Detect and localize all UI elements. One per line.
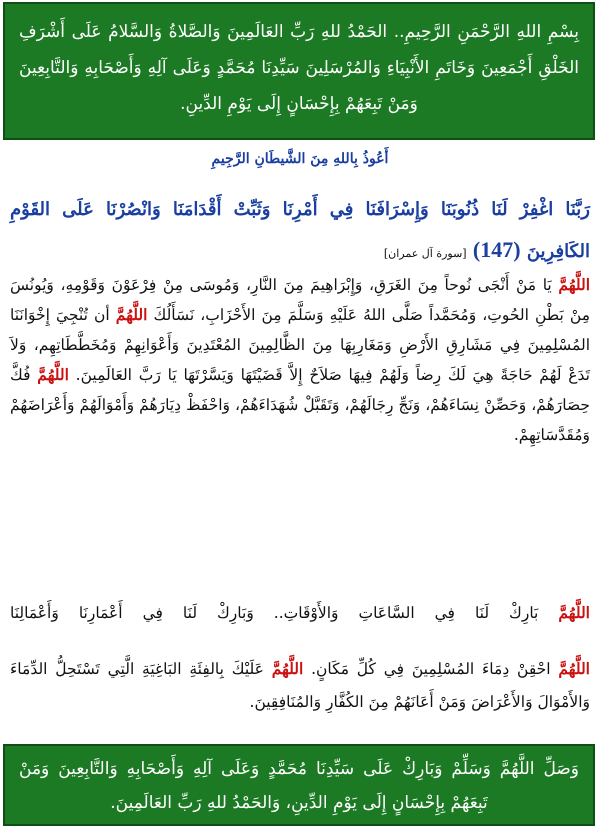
allahumma-2: اللَّهُمَّ (115, 305, 148, 324)
dua-paragraph-main (10, 270, 590, 450)
quran-verse (10, 190, 590, 274)
dua-bless-text: بَارِكْ لَنَا فِي السَّاعَاتِ وَالأَوْقَاتِ.. وَبَارِكْ لَنَا فِي أَعْمَارِنَا وَأَعْمَالِنَا (10, 604, 539, 622)
allahumma-5: اللَّهُمَّ (558, 659, 590, 678)
dua-protect-part-1: احْقِنْ دِمَاءَ المُسْلِمِينَ فِي كُلِّ مَكَانٍ. (311, 660, 551, 678)
dua-paragraph-bless (10, 598, 590, 628)
header-band-text: بِسْمِ اللهِ الرَّحْمَنِ الرَّحِيمِ.. الحَمْدُ للهِ رَبِّ العَالَمِينَ وَالصَّلاةُ وَالسَّلامُ عَلَى أَشْرَفِ الخَلْقِ أَجْمَعِينَ وَخَاتَمِ الأَنْبِيَاءِ وَالمُرْسَلِينَ سَيِّدِنَا مُحَمَّدٍ وَعَلَى آلِهِ وَأَصْحَابِهِ وَالتَّابِعِينَ وَمَنْ تَبِعَهُمْ بِإِحْسَانٍ إِلَى يَوْمِ الدِّينِ. (19, 22, 579, 114)
allahumma-4: اللَّهُمَّ (558, 603, 590, 622)
dua-paragraph-protect (10, 652, 590, 719)
allahumma-6: اللَّهُمَّ (271, 659, 304, 678)
verse-text: رَبَّنَا اغْفِرْ لَنَا ذُنُوبَنَا وَإِسْرَافَنَا فِي أَمْرِنَا وَثَبِّتْ أَقْدَامَنَا وَانْصُرْنَا عَلَى القَوْمِ الكَافِرِينَ (10, 199, 590, 262)
dua-protect-part-2: عَلَيْكَ بِالفِئَةِ البَاغِيَةِ الَّتِي تَسْتَحِلُّ الدِّمَاءَ وَالأَمْوَالَ وَالأَعْرَاضَ وَمَنْ أَعَانَهُمْ مِنَ الكُفَّارِ وَالمُنَافِقِينَ. (10, 660, 590, 711)
allahumma-1: اللَّهُمَّ (558, 275, 590, 294)
dua-main-part-2: أن تُنْجِيَ إِخْوَانَنَا المُسْلِمِينَ فِي مَشَارِقِ الأَرْضِ وَمَغَارِبِهَا مِنَ الظَّالِمِينَ المُعْتَدِينَ وَأَعْوَانِهِمْ وَمُخَطَّطَاتِهِم، وَلاَ تَدَعْ لَهُمْ حَاجَةً هِيَ لَكَ رِضاً وَلَهُمْ فِيهَا صَلاَحٌ إِلاَّ قَضَيْتَهَا وَيَسَّرْتَهَا يَا رَبَّ العَالَمِينَ. (10, 306, 590, 384)
dua-main-part-3: فُكَّ حِصَارَهُمْ، وَحَصِّنْ نِسَاءَهُمْ، وَنَجِّ رِجَالَهُمْ، وَتَقَبَّلْ شُهَدَاءَهُمْ، وَاحْفَظْ دِيَارَهُمْ وَأَمْوَالَهُمْ وَأَعْرَاضَهُمْ وَمُقَدَّسَاتِهِمْ. (10, 366, 590, 444)
footer-band (3, 744, 595, 826)
header-band (3, 2, 595, 140)
taawudh: أَعُوذُ بِاللهِ مِنَ الشَّيطَانِ الرَّجِيمِ (211, 151, 389, 167)
verse-number: (147) (472, 237, 521, 262)
dua-main-part-1: يَا مَنْ أَنْجَى نُوحاً مِنَ الغَرَقِ، وَإِبْرَاهِيمَ مِنَ النَّارِ، وَمُوسَى مِنْ فِرْعَوْنَ وَقَوْمِهِ، وَيُونُسَ مِنْ بَطْنِ الحُوتِ، وَمُحَمَّداً صَلَّى اللهُ عَلَيْهِ وَسَلَّمَ مِنَ الأَحْزَابِ، نَسَأَلُكَ (10, 276, 590, 324)
allahumma-3: اللَّهُمَّ (37, 365, 69, 384)
verse-reference: [سورة آل عمران] (383, 247, 467, 260)
footer-band-text: وَصَلِّ اللَّهُمَّ وَسَلِّمْ وَبَارِكْ عَلَى سَيِّدِنَا مُحَمَّدٍ وَعَلَى آلِهِ وَأَصْحَابِهِ وَالتَّابِعِينَ وَمَنْ تَبِعَهُمْ بِإِحْسَانٍ إِلَى يَوْمِ الدِّينِ، وَالحَمْدُ للهِ رَبِّ العَالَمِينَ. (19, 759, 579, 813)
